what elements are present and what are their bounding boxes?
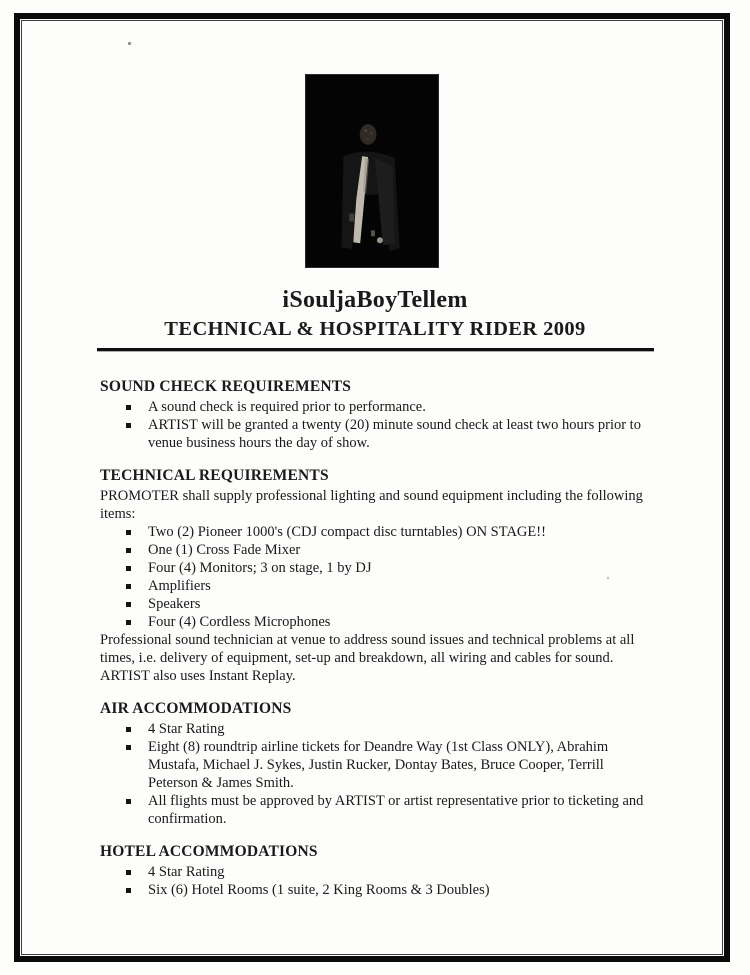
bullet-text: Six (6) Hotel Rooms (1 suite, 2 King Rooms & 3 Doubles): [148, 882, 490, 898]
scan-artifact: [128, 42, 131, 45]
bullet-text: ARTIST will be granted a twenty (20) minute sound check at least two hours prior to venue business hours the day of show.: [148, 417, 641, 451]
artist-photo: [305, 74, 439, 268]
square-bullet-icon: [126, 566, 131, 571]
section-heading: SOUND CHECK REQUIREMENTS: [100, 378, 352, 395]
bullet-list: [100, 863, 652, 899]
title-divider: [97, 348, 654, 351]
section-heading: HOTEL ACCOMMODATIONS: [100, 843, 318, 860]
bullet-text: One (1) Cross Fade Mixer: [148, 542, 301, 558]
rider-sections: [100, 378, 652, 914]
title-block: [0, 286, 750, 342]
section-heading: AIR ACCOMMODATIONS: [100, 700, 292, 717]
square-bullet-icon: [126, 799, 131, 804]
square-bullet-icon: [126, 584, 131, 589]
bullet-item: [100, 792, 652, 828]
bullet-text: Two (2) Pioneer 1000's (CDJ compact disc turntables) ON STAGE!!: [148, 524, 546, 540]
bullet-list: [100, 720, 652, 828]
square-bullet-icon: [126, 423, 131, 428]
bullet-list: [100, 398, 652, 452]
bullet-item: [100, 881, 652, 899]
section-heading: TECHNICAL REQUIREMENTS: [100, 467, 329, 484]
square-bullet-icon: [126, 405, 131, 410]
bullet-item: [100, 416, 652, 452]
bullet-item: [100, 595, 652, 613]
bullet-item: [100, 398, 652, 416]
artist-name: iSouljaBoyTellem: [282, 287, 468, 313]
square-bullet-icon: [126, 530, 131, 535]
bullet-item: [100, 541, 652, 559]
square-bullet-icon: [126, 620, 131, 625]
square-bullet-icon: [126, 548, 131, 553]
bullet-text: A sound check is required prior to performance.: [148, 399, 426, 415]
artist-photo-silhouette: [306, 75, 438, 267]
rider-section: [100, 843, 652, 899]
bullet-item: [100, 720, 652, 738]
bullet-list: [100, 523, 652, 631]
bullet-text: All flights must be approved by ARTIST or artist representative prior to ticketing and confirmation.: [148, 793, 644, 827]
bullet-item: [100, 613, 652, 631]
square-bullet-icon: [126, 727, 131, 732]
bullet-text: Four (4) Cordless Microphones: [148, 614, 331, 630]
bullet-text: 4 Star Rating: [148, 864, 225, 880]
bullet-item: [100, 863, 652, 881]
square-bullet-icon: [126, 602, 131, 607]
square-bullet-icon: [126, 870, 131, 875]
bullet-item: [100, 559, 652, 577]
bullet-text: Amplifiers: [148, 578, 211, 594]
bullet-text: Eight (8) roundtrip airline tickets for Deandre Way (1st Class ONLY), Abrahim Mustafa, Michael J. Sykes, Justin Rucker, Dontay Bates, Bruce Cooper, Terrill Peterson & James Smith.: [148, 739, 609, 791]
bullet-item: [100, 738, 652, 792]
bullet-item: [100, 523, 652, 541]
rider-section: [100, 700, 652, 828]
square-bullet-icon: [126, 888, 131, 893]
section-intro: PROMOTER shall supply professional lighting and sound equipment including the following items:: [100, 488, 643, 522]
bullet-text: 4 Star Rating: [148, 721, 225, 737]
square-bullet-icon: [126, 745, 131, 750]
section-outro: Professional sound technician at venue to address sound issues and technical problems at all times, i.e. delivery of equipment, set-up and breakdown, all wiring and cables for sound. ARTIST also uses Instant Replay.: [100, 632, 635, 684]
bullet-text: Speakers: [148, 596, 201, 612]
rider-section: [100, 467, 652, 685]
document-title: TECHNICAL & HOSPITALITY RIDER 2009: [164, 318, 586, 341]
bullet-item: [100, 577, 652, 595]
rider-section: [100, 378, 652, 452]
scan-artifact: [607, 577, 609, 579]
bullet-text: Four (4) Monitors; 3 on stage, 1 by DJ: [148, 560, 372, 576]
